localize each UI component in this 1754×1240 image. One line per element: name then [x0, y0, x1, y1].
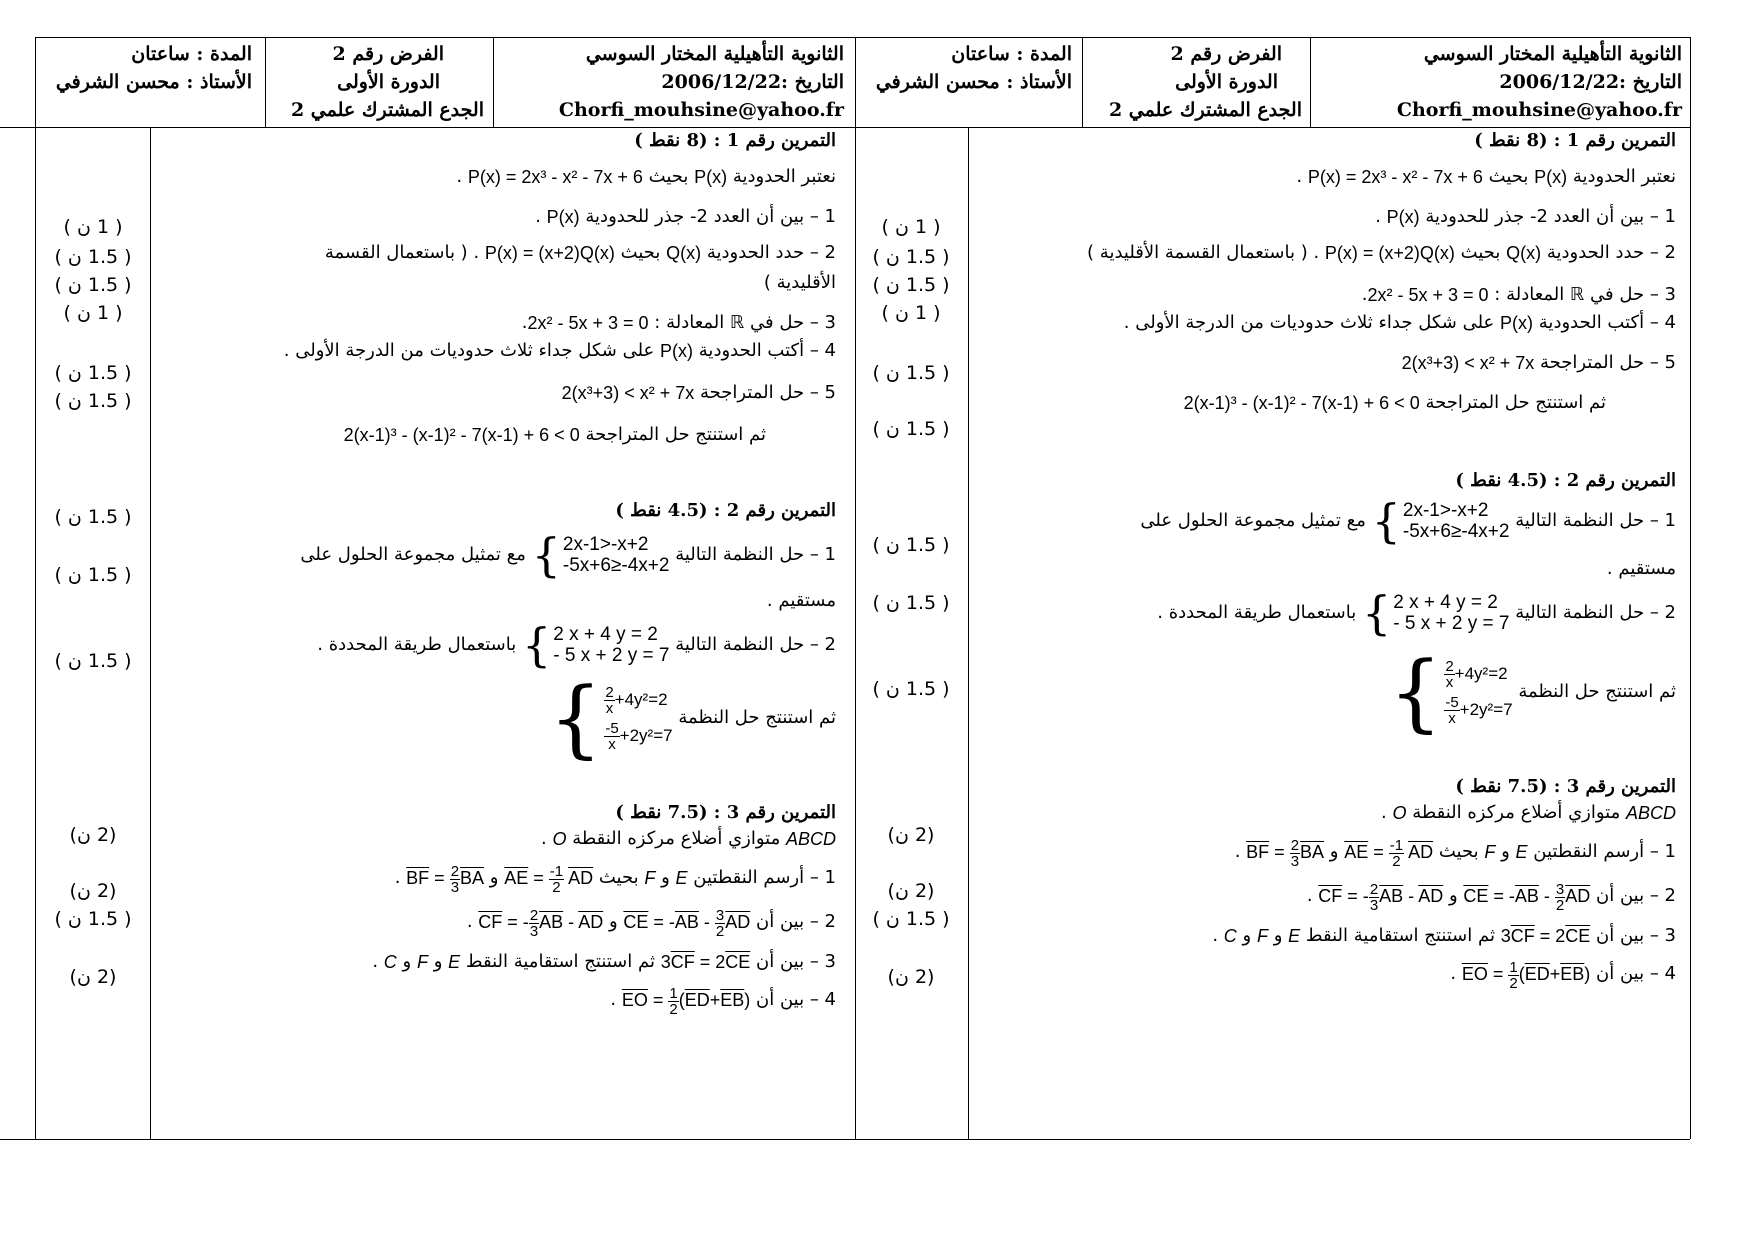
exercise-3-intro: ABCD متوازي أضلاع مركزه النقطة O . [1381, 802, 1676, 823]
header-duration-block [876, 40, 1072, 96]
points-label: ( 1.5 ن ) [872, 534, 950, 556]
points-label: ( 1.5 ن ) [54, 390, 132, 412]
exercise-3-title: التمرين رقم 3 : (7.5 نقط ) [615, 802, 836, 823]
teacher-email: Chorfi_mouhsine@yahoo.fr [558, 99, 844, 121]
exercise-2-title: التمرين رقم 2 : (4.5 نقط ) [615, 500, 836, 521]
exercise-2-question-2: 2 – حل النظمة التالية { 2 x + 4 y = 2 - 5 x + 2 y = 7 باستعمال طريقة المحددة . [317, 618, 836, 672]
exercise-1-question-3: 3 – حل في ℝ المعادلة : 2x² - 5x + 3 = 0. [1361, 284, 1676, 305]
system-1: { 2x-1>-x+2 -5x+6≥-4x+2 [531, 528, 670, 582]
exercise-2-question-1: 1 – حل النظمة التالية { 2x-1>-x+2 -5x+6≥-4x+2 مع تمثيل مجموعة الحلول على [1140, 494, 1676, 548]
exercise-1-question-3: 3 – حل في ℝ المعادلة : 2x² - 5x + 3 = 0. [521, 312, 836, 333]
points-label: (2 ن) [887, 880, 935, 902]
header-divider [265, 37, 266, 127]
exercise-1-question-2: 2 – حدد الحدودية Q(x) بحيث P(x) = (x+2)Q(x) . ( باستعمال القسمة [324, 242, 836, 263]
test-number: الفرض رقم 2 [332, 43, 444, 65]
school-name: الثانوية التأهيلية المختار السوسي [1423, 43, 1682, 65]
exercise-3-question-2: 2 – بين أن $\overline{CE} = -\overline{AB}$ - $\frac{3}{2}$ $\overline{AD}$ و $\overline{CF}$ = - $\frac{2}{3}$ $\overline{AB} - \overline{AD}$ . [466, 906, 836, 940]
left-border [35, 37, 36, 1139]
right-exercises-panel [976, 128, 1676, 1128]
header-school-block [1397, 40, 1682, 124]
points-label: ( 1.5 ن ) [54, 908, 132, 930]
header-test-block [291, 40, 484, 124]
exercise-1-title: التمرين رقم 1 : (8 نقط ) [1474, 130, 1676, 151]
right-points-divider [968, 127, 969, 1139]
right-border [1690, 37, 1691, 1139]
duration: المدة : ساعتان [951, 43, 1072, 65]
exercise-1-intro: نعتبر الحدودية P(x) بحيث P(x) = 2x³ - x² - 7x + 6 . [1296, 166, 1676, 187]
system-2: { 2 x + 4 y = 2 - 5 x + 2 y = 7 [522, 618, 670, 672]
exercise-1-question-1: 1 – بين أن العدد 2- جذر للحدودية P(x) . [1375, 206, 1676, 227]
header-divider [1310, 37, 1311, 127]
bottom-border [0, 1139, 1690, 1140]
points-label: ( 1.5 ن ) [872, 362, 950, 384]
points-label: ( 1.5 ن ) [872, 246, 950, 268]
points-label: ( 1.5 ن ) [54, 564, 132, 586]
points-label: (2 ن) [69, 880, 117, 902]
teacher-name: الأستاذ : محسن الشرفي [875, 71, 1072, 93]
points-label: ( 1.5 ن ) [54, 362, 132, 384]
points-label: ( 1 ن ) [63, 216, 123, 238]
system-3: { $\frac{2}{x}$ +4y²=2 $\frac{-5}{x}$ +2y²=7 [548, 669, 673, 767]
exercise-3-question-4: 4 – بين أن $\overline{EO}$ = $\frac{1}{2}$ $(\overline{ED}+\overline{EB})$ . [610, 984, 836, 1018]
teacher-name: الأستاذ : محسن الشرفي [55, 71, 252, 93]
points-label: (2 ن) [887, 824, 935, 846]
header-school-block [559, 40, 844, 124]
teacher-email: Chorfi_mouhsine@yahoo.fr [1396, 99, 1682, 121]
exercise-3-question-3: 3 – بين أن $3\overline{CF} = 2\overline{CE}$ ثم استنتج استقامية النقط E و F و C . [1212, 925, 1676, 946]
points-label: (2 ن) [69, 824, 117, 846]
exercise-1-question-5b: ثم استنتج حل المتراجحة 2(x-1)³ - (x-1)² - 7(x-1) + 6 < 0 [343, 424, 766, 445]
exercise-3-question-3: 3 – بين أن $3\overline{CF} = 2\overline{CE}$ ثم استنتج استقامية النقط E و F و C . [372, 951, 836, 972]
points-label: (2 ن) [887, 966, 935, 988]
points-label: ( 1.5 ن ) [872, 418, 950, 440]
header-divider [1082, 37, 1083, 127]
exercise-3-question-4: 4 – بين أن $\overline{EO}$ = $\frac{1}{2}$ $(\overline{ED}+\overline{EB})$ . [1450, 958, 1676, 992]
test-level: الجدع المشترك علمي 2 [1108, 99, 1302, 121]
points-label: ( 1 ن ) [63, 302, 123, 324]
exercise-1-title: التمرين رقم 1 : (8 نقط ) [634, 130, 836, 151]
exercise-1-question-4: 4 – أكتب الحدودية P(x) على شكل جداء ثلاث حدوديات من الدرجة الأولى . [1123, 312, 1676, 333]
exercise-1-question-2: 2 – حدد الحدودية Q(x) بحيث P(x) = (x+2)Q(x) . ( باستعمال القسمة الأقليدية ) [1087, 242, 1676, 263]
exam-date: التاريخ :2006/12/22 [1499, 71, 1682, 93]
exercise-2-question-3: ثم استنتج حل النظمة { $\frac{2}{x}$ +4y²=2 $\frac{-5}{x}$ +2y²=7 [548, 669, 836, 767]
test-session: الدورة الأولى [1175, 71, 1278, 93]
school-name: الثانوية التأهيلية المختار السوسي [585, 43, 844, 65]
points-label: ( 1.5 ن ) [54, 650, 132, 672]
exercise-1-question-2-cont: الأقليدية ) [763, 272, 836, 293]
left-exercises-panel [146, 128, 836, 1128]
center-divider [855, 37, 856, 1139]
duration: المدة : ساعتان [131, 43, 252, 65]
exercise-2-question-2: 2 – حل النظمة التالية { 2 x + 4 y = 2 - 5 x + 2 y = 7 باستعمال طريقة المحددة . [1157, 586, 1676, 640]
exercise-1-question-1: 1 – بين أن العدد 2- جذر للحدودية P(x) . [535, 206, 836, 227]
system-2: { 2 x + 4 y = 2 - 5 x + 2 y = 7 [1362, 586, 1510, 640]
exercise-1-question-5b: ثم استنتج حل المتراجحة 2(x-1)³ - (x-1)² - 7(x-1) + 6 < 0 [1183, 392, 1606, 413]
points-label: ( 1 ن ) [881, 216, 941, 238]
exercise-1-question-4: 4 – أكتب الحدودية P(x) على شكل جداء ثلاث حدوديات من الدرجة الأولى . [283, 340, 836, 361]
test-session: الدورة الأولى [337, 71, 440, 93]
points-label: (2 ن) [69, 966, 117, 988]
points-label: ( 1.5 ن ) [54, 246, 132, 268]
test-number: الفرض رقم 2 [1170, 43, 1282, 65]
exercise-3-title: التمرين رقم 3 : (7.5 نقط ) [1455, 776, 1676, 797]
exercise-2-question-1-cont: مستقيم . [1606, 558, 1676, 579]
exam-date: التاريخ :2006/12/22 [661, 71, 844, 93]
points-label: ( 1.5 ن ) [54, 506, 132, 528]
exercise-3-question-1: 1 – أرسم النقطتين E و F بحيث $\overline{AE}$ = $\frac{-1}{2}$ $\overline{AD}$ و $\overline{BF}$ = $\frac{2}{3}$ $\overline{BA}$ . [1234, 836, 1676, 870]
points-label: ( 1.5 ن ) [54, 274, 132, 296]
test-level: الجدع المشترك علمي 2 [290, 99, 484, 121]
exercise-3-question-2: 2 – بين أن $\overline{CE} = -\overline{AB}$ - $\frac{3}{2}$ $\overline{AD}$ و $\overline{CF}$ = - $\frac{2}{3}$ $\overline{AB} - \overline{AD}$ . [1306, 880, 1676, 914]
exercise-1-intro: نعتبر الحدودية P(x) بحيث P(x) = 2x³ - x² - 7x + 6 . [456, 166, 836, 187]
exercise-3-question-1: 1 – أرسم النقطتين E و F بحيث $\overline{AE}$ = $\frac{-1}{2}$ $\overline{AD}$ و $\overline{BF}$ = $\frac{2}{3}$ $\overline{BA}$ . [394, 862, 836, 896]
system-3: { $\frac{2}{x}$ +4y²=2 $\frac{-5}{x}$ +2y²=7 [1388, 643, 1513, 741]
exercise-3-intro: ABCD متوازي أضلاع مركزه النقطة O . [541, 828, 836, 849]
exercise-2-question-1-cont: مستقيم . [766, 590, 836, 611]
points-label: ( 1.5 ن ) [872, 908, 950, 930]
exercise-2-question-1: 1 – حل النظمة التالية { 2x-1>-x+2 -5x+6≥-4x+2 مع تمثيل مجموعة الحلول على [300, 528, 836, 582]
exercise-1-question-5: 5 – حل المتراجحة 2(x³+3) < x² + 7x [1401, 352, 1676, 373]
top-border [35, 37, 1690, 38]
exercise-2-question-3: ثم استنتج حل النظمة { $\frac{2}{x}$ +4y²=2 $\frac{-5}{x}$ +2y²=7 [1388, 643, 1676, 741]
points-label: ( 1 ن ) [881, 302, 941, 324]
points-label: ( 1.5 ن ) [872, 592, 950, 614]
header-test-block [1109, 40, 1302, 124]
points-label: ( 1.5 ن ) [872, 274, 950, 296]
exercise-2-title: التمرين رقم 2 : (4.5 نقط ) [1455, 470, 1676, 491]
header-divider [493, 37, 494, 127]
points-label: ( 1.5 ن ) [872, 678, 950, 700]
system-1: { 2x-1>-x+2 -5x+6≥-4x+2 [1371, 494, 1510, 548]
exercise-1-question-5: 5 – حل المتراجحة 2(x³+3) < x² + 7x [561, 382, 836, 403]
header-duration-block [56, 40, 252, 96]
